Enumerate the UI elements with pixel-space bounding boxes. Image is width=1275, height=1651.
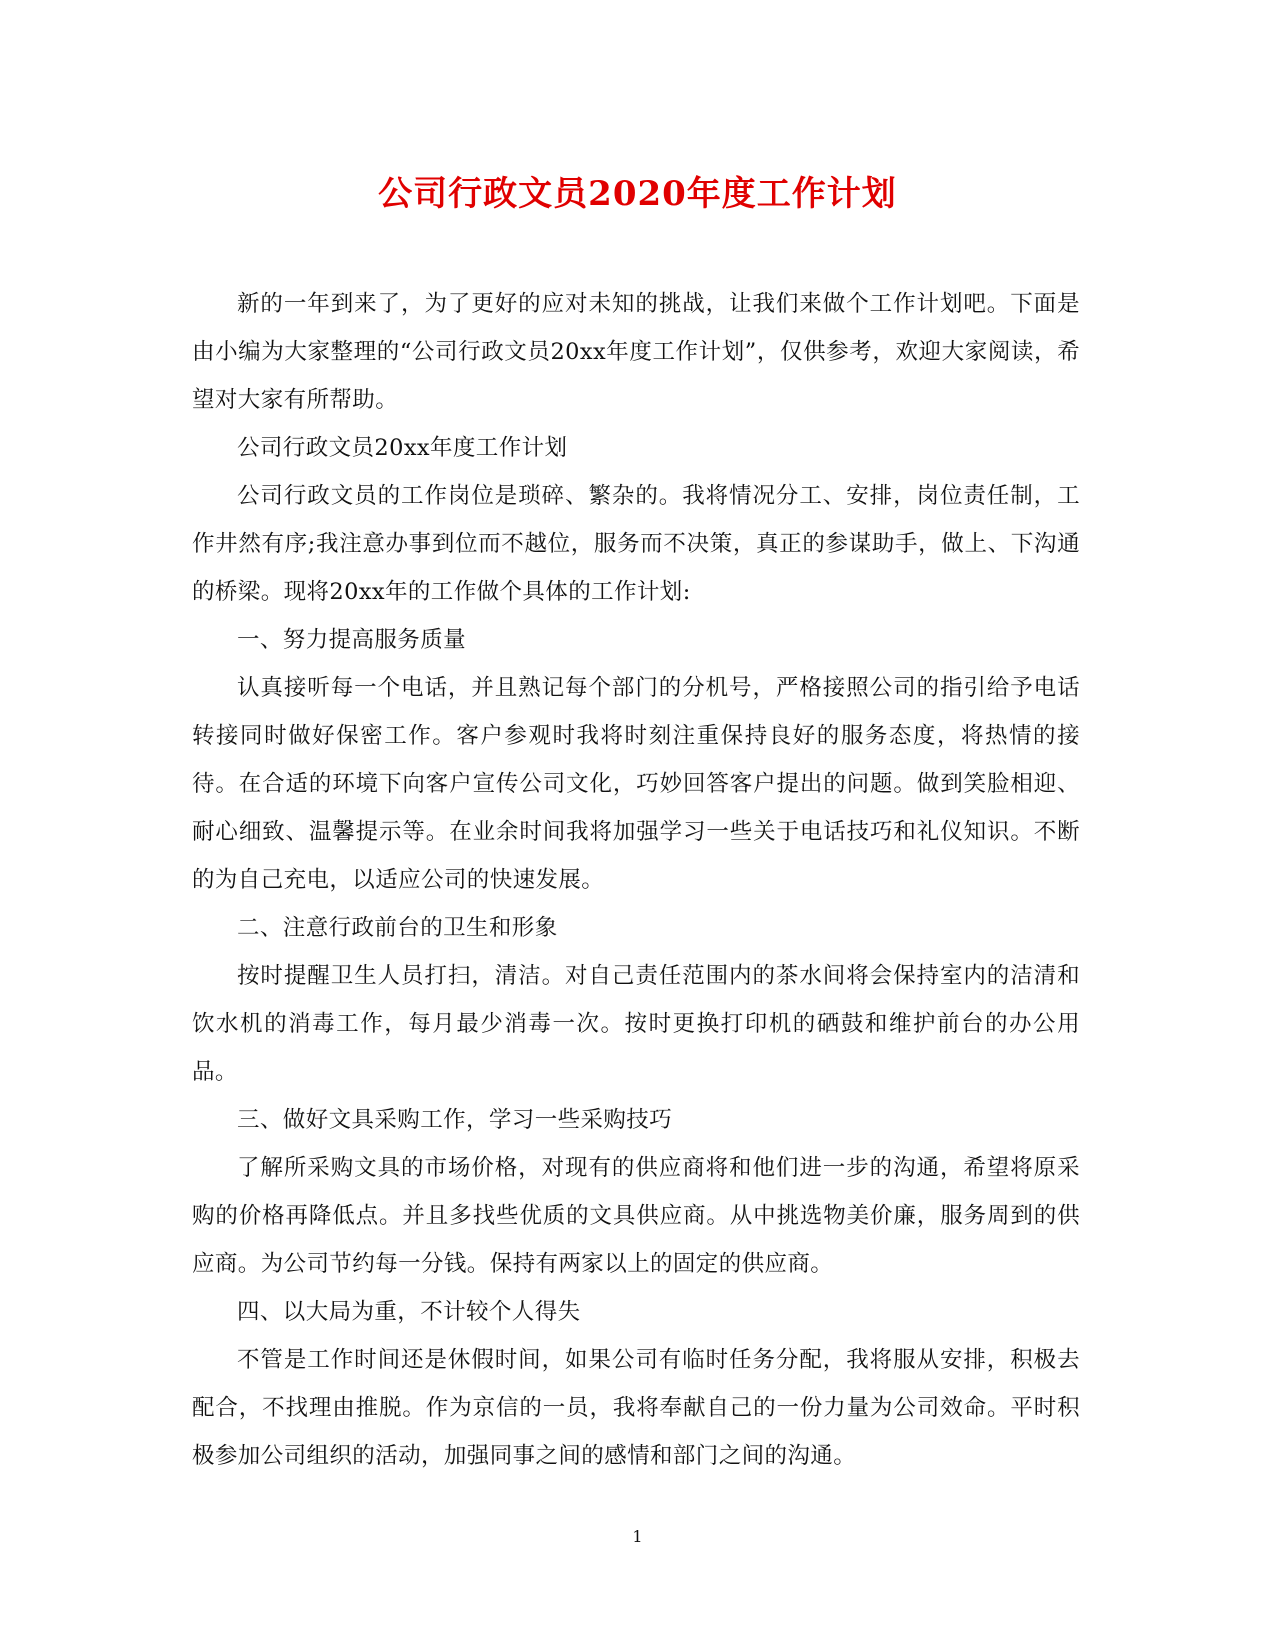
section-body-2: 按时提醒卫生人员打扫，清洁。对自己责任范围内的茶水间将会保持室内的洁清和饮水机的消毒工作，每月最少消毒一次。按时更换打印机的硒鼓和维护前台的办公用品。 [192, 963, 1080, 1085]
section-heading-4: 四、以大局为重，不计较个人得失 [237, 1299, 581, 1325]
section-heading-3: 三、做好文具采购工作，学习一些采购技巧 [237, 1107, 673, 1133]
section-body-1: 认真接听每一个电话，并且熟记每个部门的分机号，严格接照公司的指引给予电话转接同时做好保密工作。客户参观时我将时刻注重保持良好的服务态度，将热情的接待。在合适的环境下向客户宣传公司文化，巧妙回答客户提出的问题。做到笑脸相迎、耐心细致、温馨提示等。在业余时间我将加强学习一些关于电话技巧和礼仪知识。不断的为自己充电，以适应公司的快速发展。 [192, 675, 1080, 893]
paragraph-subtitle: 公司行政文员20xx年度工作计划 [237, 435, 568, 461]
section-heading-2: 二、注意行政前台的卫生和形象 [237, 915, 558, 941]
document-title: 公司行政文员2020年度工作计划 [378, 174, 897, 214]
paragraph-intro: 新的一年到来了，为了更好的应对未知的挑战，让我们来做个工作计划吧。下面是由小编为大家整理的“公司行政文员20xx年度工作计划”，仅供参考，欢迎大家阅读，希望对大家有所帮助。 [192, 291, 1080, 413]
section-body-3: 了解所采购文具的市场价格，对现有的供应商将和他们进一步的沟通，希望将原采购的价格再降低点。并且多找些优质的文具供应商。从中挑选物美价廉，服务周到的供应商。为公司节约每一分钱。保持有两家以上的固定的供应商。 [192, 1155, 1080, 1277]
paragraph-overview: 公司行政文员的工作岗位是琐碎、繁杂的。我将情况分工、安排，岗位责任制，工作井然有序;我注意办事到位而不越位，服务而不决策，真正的参谋助手，做上、下沟通的桥梁。现将20xx年的工作做个具体的工作计划: [192, 483, 1080, 605]
page-number: 1 [632, 1527, 643, 1546]
section-body-4: 不管是工作时间还是休假时间，如果公司有临时任务分配，我将服从安排，积极去配合，不找理由推脱。作为京信的一员，我将奉献自己的一份力量为公司效命。平时积极参加公司组织的活动，加强同事之间的感情和部门之间的沟通。 [192, 1347, 1080, 1469]
document-body [192, 280, 1080, 1480]
section-heading-1: 一、努力提高服务质量 [237, 627, 467, 653]
